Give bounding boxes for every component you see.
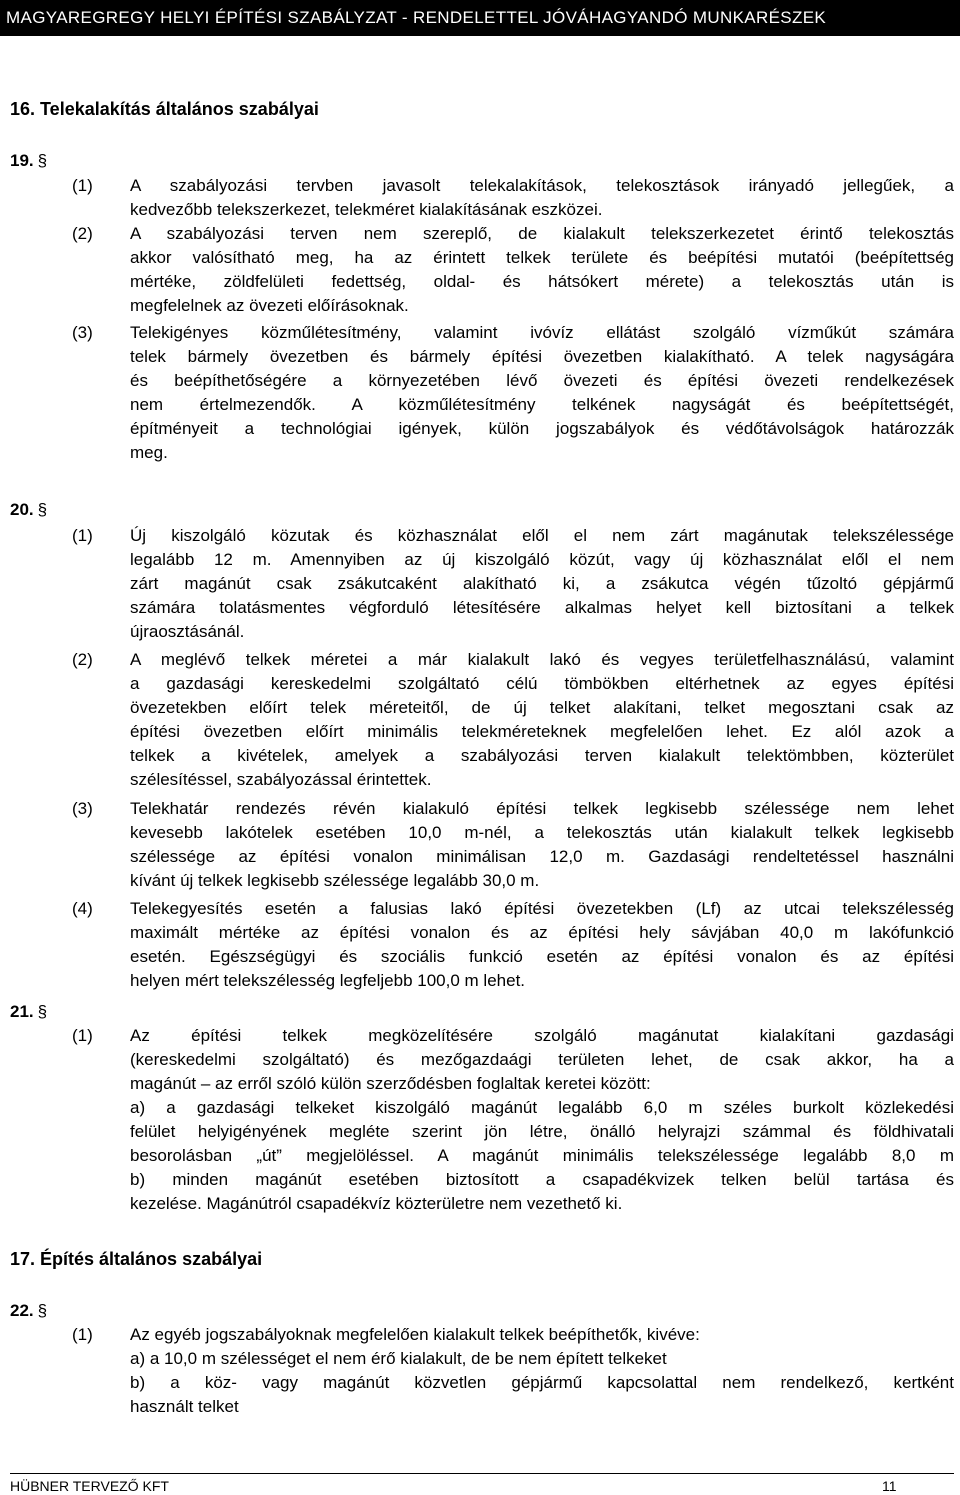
section-number: 21. — [10, 1002, 34, 1021]
text-line: b) a köz- vagy magánút közvetlen gépjármű kapcsolattal nem rendelkező, kertként — [130, 1373, 954, 1392]
text-line: és beépíthetőségére a környezetében lévő övezeti és építési övezeti rendelkezések — [130, 371, 954, 390]
text-line: számára tolatásmentes végforduló létesítésére alkalmas helyet kell biztosítani a telkek — [130, 598, 954, 617]
paragraph-number: (1) — [72, 526, 93, 545]
paragraph-number: (3) — [72, 323, 93, 342]
text-line: építményeit a technológiai igények, külön jogszabályok és védőtávolságok határozzák — [130, 419, 954, 438]
text-line: legalább 12 m. Amennyiben az új kiszolgáló közút, vagy új közhasználat elől el nem — [130, 550, 954, 569]
text-line: magánút – az erről szóló külön szerződésben foglaltak keretei között: — [130, 1074, 651, 1093]
section-22 — [10, 1299, 47, 1323]
section-20 — [10, 498, 47, 522]
paragraph-number: (1) — [72, 176, 93, 195]
text-line: kívánt új telkek legkisebb szélessége legalább 30,0 m. — [130, 871, 540, 890]
text-line: nem értelmezendők. A közműlétesítmény telkének nagyságát és beépítettségét, — [130, 395, 954, 414]
text-line: Telekegyesítés esetén a falusias lakó építési övezetekben (Lf) az utcai telekszélesség — [130, 899, 954, 918]
text-line: újraosztásánál. — [130, 622, 245, 641]
section-sign: § — [37, 500, 48, 519]
paragraph-number: (3) — [72, 799, 93, 818]
paragraph-number: (2) — [72, 224, 93, 243]
section-number: 19. — [10, 151, 34, 170]
section-21 — [10, 1000, 47, 1024]
text-line: használt telket — [130, 1397, 239, 1416]
text-line: telkek a kivételek, amelyek a szabályozási terven kialakult telektömbben, közterület — [130, 746, 954, 765]
section-sign: § — [37, 1002, 48, 1021]
section-number: 20. — [10, 500, 34, 519]
text-line: Az egyéb jogszabályoknak megfelelően kialakult telkek beépíthetők, kivéve: — [130, 1325, 700, 1344]
text-line: Új kiszolgáló közutak és közhasználat elől el nem zárt magánutak telekszélessége — [130, 526, 954, 545]
paragraph-number: (4) — [72, 899, 93, 918]
text-line: a) a 10,0 m szélességet el nem érő kialakult, de be nem épített telkeket — [130, 1349, 667, 1368]
text-line: szélesítéssel, szabályozással érintettek. — [130, 770, 432, 789]
section-number: 22. — [10, 1301, 34, 1320]
text-line: A szabályozási terven nem szereplő, de kialakult telekszerkezetet érintő telekosztás — [130, 224, 954, 243]
text-line: esetén. Egészségügyi és szociális funkció esetén az építési vonalon és az építési — [130, 947, 954, 966]
footer-company: HÜBNER TERVEZŐ KFT — [10, 1478, 169, 1494]
text-line: övezetekben előírt telek méreteitől, de új telket alakítani, telket megosztani csak az — [130, 698, 954, 717]
text-line: A meglévő telkek méretei a már kialakult lakó és vegyes területfelhasználású, valamint — [130, 650, 954, 669]
section-sign: § — [37, 151, 48, 170]
document-header-title: MAGYAREGREGY HELYI ÉPÍTÉSI SZABÁLYZAT - RENDELETTEL JÓVÁHAGYANDÓ MUNKARÉSZEK — [6, 8, 827, 27]
text-line: b) minden magánút esetében biztosított a csapadékvizek telken belül tartása és — [130, 1170, 954, 1189]
text-line: telek bármely övezetben és bármely építési övezetben kialakítható. A telek nagyságára — [130, 347, 954, 366]
text-line: helyen mért telekszélesség legfeljebb 100,0 m lehet. — [130, 971, 526, 990]
text-line: építési övezetben előírt minimális telekméreteknek megfelelően lehet. Ez alól azok a — [130, 722, 954, 741]
text-line: kevesebb lakótelek esetében 10,0 m-nél, a telekosztás után kialakult telkek legkisebb — [130, 823, 954, 842]
chapter-title-16: 16. Telekalakítás általános szabályai — [10, 99, 319, 119]
paragraph-number: (2) — [72, 650, 93, 669]
footer-page-number: 11 — [882, 1478, 897, 1494]
paragraph-number: (1) — [72, 1026, 93, 1045]
text-line: a gazdasági kereskedelmi szolgáltató célú tömbökben eltérhetnek az egyes építési — [130, 674, 954, 693]
text-line: mértéke, zöldfelületi fedettség, oldal- és hátsókert mérete) a telekosztás után is — [130, 272, 954, 291]
text-line: meg. — [130, 443, 168, 462]
section-19 — [10, 149, 47, 173]
text-line: akkor valósítható meg, ha az érintett telkek területe és beépítési mutatói (beépítettség — [130, 248, 954, 267]
text-line: (kereskedelmi szolgáltató) és mezőgazdaági területen lehet, de csak akkor, ha a — [130, 1050, 954, 1069]
text-line: zárt magánút csak zsákutcaként alakítható ki, a zsákutca végén tűzoltó gépjármű — [130, 574, 954, 593]
text-line: felület helyigényének megléte szerint jön létre, önálló helyrajzi számmal és földhivatali — [130, 1122, 954, 1141]
text-line: a) a gazdasági telkeket kiszolgáló magánút legalább 6,0 m széles burkolt közlekedési — [130, 1098, 954, 1117]
paragraph-number: (1) — [72, 1325, 93, 1344]
text-line: Telekigényes közműlétesítmény, valamint ivóvíz ellátást szolgáló vízműkút számára — [130, 323, 954, 342]
document-header-bar — [0, 0, 960, 36]
text-line: besorolásban „út” megjelöléssel. A magánút minimális telekszélessége legalább 8,0 m — [130, 1146, 954, 1165]
text-line: szélessége az építési vonalon minimálisan 12,0 m. Gazdasági rendeltetéssel használni — [130, 847, 954, 866]
text-line: A szabályozási tervben javasolt telekalakítások, telekosztások irányadó jellegűek, a — [130, 176, 954, 195]
text-line: megfelelnek az övezeti előírásoknak. — [130, 296, 409, 315]
section-sign: § — [37, 1301, 48, 1320]
footer-divider — [10, 1473, 954, 1474]
chapter-title-17: 17. Építés általános szabályai — [10, 1249, 263, 1269]
text-line: kezelése. Magánútról csapadékvíz közterületre nem vezethető ki. — [130, 1194, 623, 1213]
text-line: maximált mértéke az építési vonalon és az építési hely sávjában 40,0 m lakófunkció — [130, 923, 954, 942]
text-line: kedvezőbb telekszerkezet, telekméret kialakításának eszközei. — [130, 200, 603, 219]
text-line: Az építési telkek megközelítésére szolgáló magánutat kialakítani gazdasági — [130, 1026, 954, 1045]
text-line: Telekhatár rendezés révén kialakuló építési telkek legkisebb szélessége nem lehet — [130, 799, 954, 818]
